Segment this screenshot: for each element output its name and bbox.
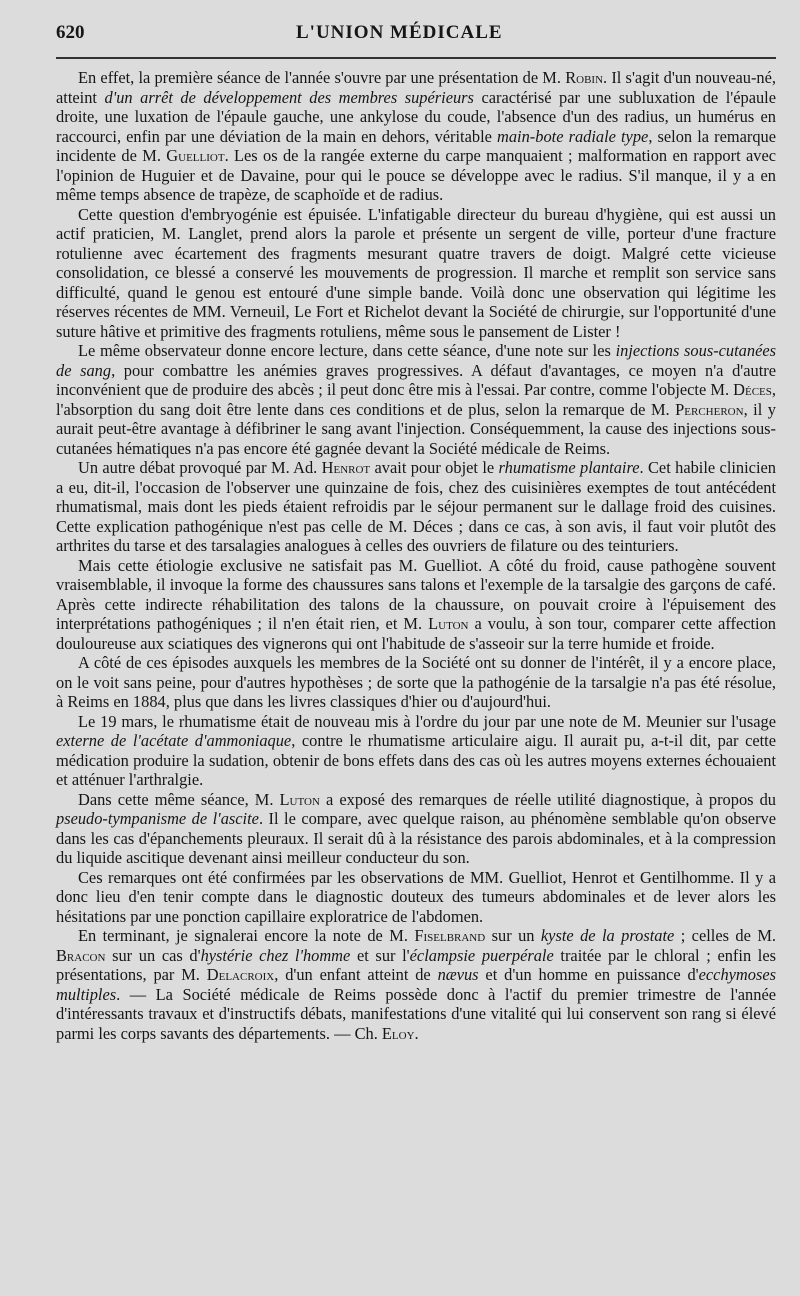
paragraph: [56, 653, 776, 712]
italic-text: d'un arrêt de développement des membres supérieurs: [104, 87, 474, 107]
text-run: caractérisé par une subluxation de l'épaule droite, une luxation de l'épaule gauche, une ankylose du coude, l'absence d'un des radius, un humérus en raccourci, enfin par une déviation de la main en dehors, véritable: [56, 87, 776, 146]
text-run: Le même observateur donne encore lecture, dans cette séance, d'une note sur les: [78, 341, 616, 360]
text-run: et d'un homme en puissance d': [478, 965, 699, 984]
paragraph: [56, 205, 776, 342]
header-rule: [56, 57, 776, 59]
text-run: .: [414, 1023, 419, 1043]
text-run: a exposé des remarques de réelle utilité diagnostique, à propos du: [319, 789, 776, 809]
italic-text: kyste de la prostate: [540, 926, 675, 945]
text-run: sur un: [485, 926, 541, 945]
paragraph: [56, 458, 776, 556]
text-run: Dans cette même séance, M.: [78, 789, 280, 809]
small-caps-name: Robin: [565, 68, 604, 87]
paragraph: [56, 556, 776, 654]
text-run: . Il s'agit d'un nouveau-né, atteint: [56, 68, 776, 107]
text-run: , pour combattre les anémies graves progressives. A défaut d'avantages, ce moyen n'a d'autre inconvénient que de produire des abcès ; il peut donc être mis à l'essai. Par contre, comme l'objecte M.: [56, 360, 776, 399]
paragraph: [56, 868, 776, 927]
running-title: L'UNION MÉDICALE: [296, 22, 503, 43]
text-run: traitée par le chloral ; enfin les présentations, par M.: [56, 945, 776, 984]
text-run: ; celles de M.: [674, 926, 776, 945]
text-run: Mais cette étiologie exclusive ne satisfait pas M. Guelliot. A côté du froid, cause pathogène souvent vraisemblable, il invoque la forme des chaussures sans talons et l'exemple de la tarsalgie des garçons de café. Après cette indirecte réhabilitation des talons de la chaussure, on pouvait croire à l'épuisement des interprétations pathogéniques ; il n'en était rien, et M.: [56, 555, 776, 633]
text-run: , selon la remarque incidente de M.: [56, 126, 776, 165]
paragraph: [56, 712, 776, 790]
small-caps-name: Déces: [733, 380, 772, 399]
text-run: . — La Société médicale de Reims possède donc à l'actif du premier trimestre de l'année d'intéressants travaux et d'instructifs débats, manifestations d'une vitalité qui lui conservent son rang si élevé parmi les corps savants des départements. — Ch.: [56, 984, 776, 1043]
text-run: Cette question d'embryogénie est épuisée. L'infatigable directeur du bureau d'hygiène, qui est aussi un actif praticien, M. Langlet, prend alors la parole et présente un sergent de ville, porteur d'une fracture rotulienne avec écartement des fragments mesurant quatre travers de doigt. Malgré cette vicieuse consolidation, ce blessé a conservé les mouvements de progression. Il marche et remplit son service sans difficulté, quand le genou est entouré d'une simple bande. Voilà donc une observation qui légitime les réserves récentes de MM. Verneuil, Le Fort et Richelot devant la Société de chirurgie, sur l'opportunité d'une suture hâtive et primitive des fragments rotuliens, même sous le pansement de Lister !: [56, 204, 776, 341]
small-caps-name: Luton: [279, 789, 320, 809]
small-caps-name: Luton: [428, 614, 469, 633]
text-run: , il y aurait peut-être avantage à défibriner le sang avant l'injection. Conséquemment, la cause des injections sous-cutanées hématiques n'a pas encore été gagnée devant la Société médicale de Reims.: [56, 399, 776, 458]
small-caps-name: Fiselbrand: [414, 926, 486, 945]
text-run: , d'un enfant atteint de: [274, 965, 438, 984]
text-run: sur un cas d': [105, 945, 201, 965]
text-run: . Les os de la rangée externe du carpe manquaient ; malformation en rapport avec l'opinion de Huguier et de Davaine, pour qui le pouce se développe avec le radius. S'il manque, il y a en même temps absence de trapèze, de scaphoïde et de radius.: [56, 146, 777, 204]
page-header: [56, 22, 776, 54]
text-run: et sur l': [350, 945, 410, 965]
italic-text: rhumatisme plantaire: [498, 458, 640, 477]
italic-text: nævus: [437, 965, 479, 984]
italic-text: ecchymoses multiples: [56, 965, 776, 1004]
text-run: Ces remarques ont été confirmées par les observations de MM. Guelliot, Henrot et Gentilhomme. Il y a donc lieu d'en tenir compte dans le diagnostic douteux des tumeurs abdominales et de lever alors les hésitations par une ponction capillaire exploratrice de l'abdomen.: [56, 867, 776, 926]
text-run: Un autre débat provoqué par M. Ad.: [78, 458, 322, 477]
text-run: . Cet habile clinicien a eu, dit-il, l'occasion de l'observer une quinzaine de fois, chez des cuisinières exemptes de tout antécédent rhumatismal, mais dont les pieds étaient refroidis par le séjour permanent sur le dallage froid des cuisines. Cette explication pathogénique n'est pas celle de M. Déces ; dans ce cas, à son avis, il faut voir plutôt des arthrites du tarse et des tarsalagies analogues à celles des ouvriers de filature ou des teinturiers.: [56, 458, 776, 555]
small-caps-name: Eloy: [381, 1023, 415, 1043]
text-run: , l'absorption du sang doit être lente dans ces conditions et de plus, selon la remarque de M.: [56, 380, 776, 419]
small-caps-name: Guelliot: [166, 146, 225, 165]
small-caps-name: Percheron: [675, 399, 744, 419]
text-run: Le 19 mars, le rhumatisme était de nouveau mis à l'ordre du jour par une note de M. Meunier sur l'usage: [78, 711, 776, 731]
text-run: A côté de ces épisodes auxquels les membres de la Société ont su donner de l'intérêt, il y a encore place, on le voit sans peine, pour d'autres hypothèses ; de sorte que la pathogénie de la tarsalgie n'a pas été résolue, à Reims en 1884, plus que dans les livres classiques d'hier ou d'aujourd'hui.: [56, 653, 776, 711]
italic-text: éclampsie puerpérale: [409, 945, 554, 965]
small-caps-name: Bracon: [56, 945, 106, 965]
italic-text: injections sous-cutanées de sang: [56, 341, 776, 380]
text-run: En terminant, je signalerai encore la note de M.: [78, 926, 415, 945]
paragraph: [56, 926, 776, 1043]
italic-text: pseudo-tympanisme de l'ascite: [56, 809, 259, 828]
article-body: [56, 68, 776, 1043]
text-run: a voulu, à son tour, comparer cette affection douloureuse aux sciatiques des vignerons qui ont l'habitude de s'asseoir sur la terre humide et froide.: [56, 614, 776, 653]
paragraph: [56, 341, 776, 458]
italic-text: main-bote radiale type: [497, 126, 649, 146]
text-run: . Il le compare, avec quelque raison, au phénomène semblable qu'on observe dans les cas d'épanchements pleuraux. Il serait dû à la résistance des parois abdominales, et à la compression du liquide ascitique devenant ainsi meilleur conducteur du son.: [56, 809, 776, 867]
page-number: 620: [56, 22, 85, 43]
paragraph: [56, 790, 776, 868]
text-run: , contre le rhumatisme articulaire aigu. Il aurait pu, a-t-il dit, par cette médication produire la sudation, obtenir de bons effets dans des cas où les autres moyens externes échouaient et atténuer l'arthralgie.: [56, 731, 777, 789]
paragraph: [56, 68, 776, 205]
text-run: avait pour objet le: [370, 458, 499, 477]
small-caps-name: Delacroix: [206, 965, 275, 984]
italic-text: hystérie chez l'homme: [200, 945, 351, 965]
text-run: En effet, la première séance de l'année s'ouvre par une présentation de M.: [78, 68, 566, 87]
italic-text: externe de l'acétate d'ammoniaque: [56, 731, 292, 750]
small-caps-name: Henrot: [321, 458, 371, 477]
